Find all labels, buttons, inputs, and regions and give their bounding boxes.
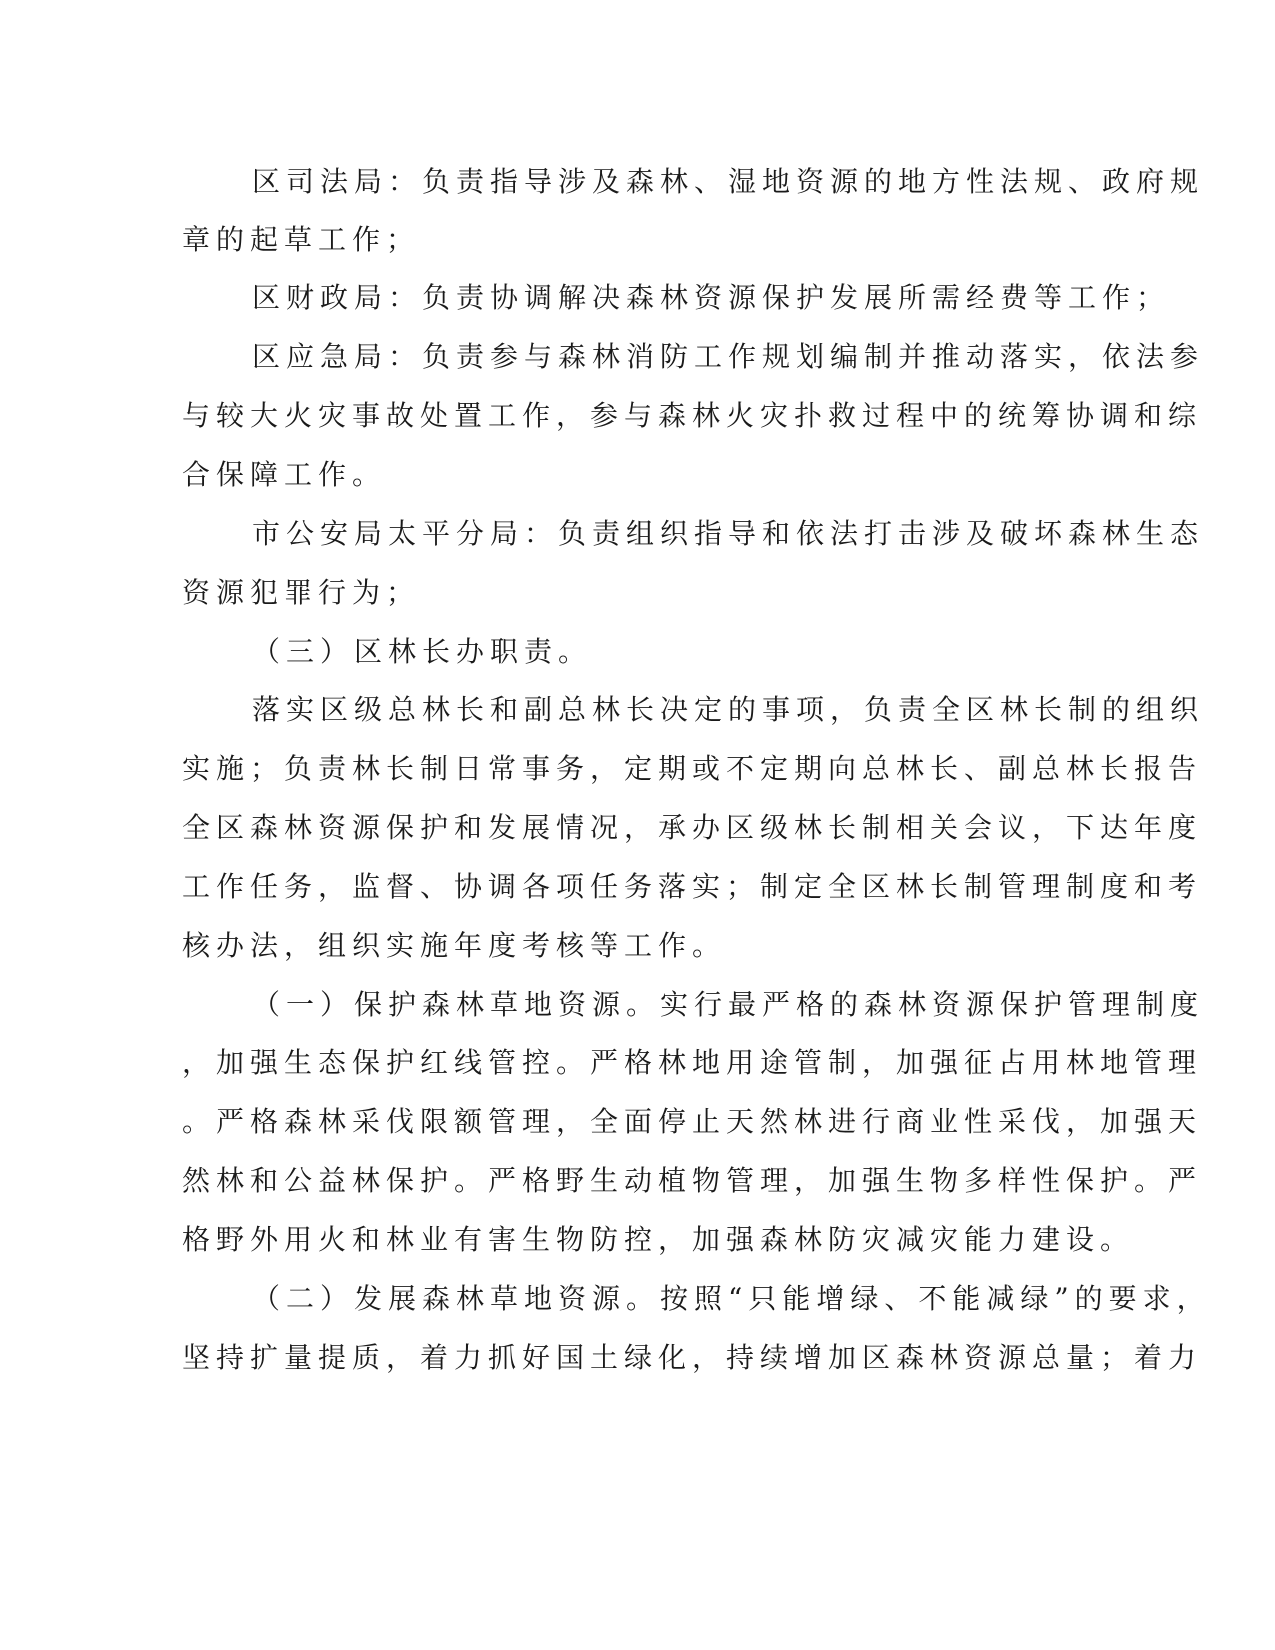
text-line: 区应急局：负责参与森林消防工作规划编制并推动落实，依法参 [252,340,1205,373]
text-line: 区司法局：负责指导涉及森林、湿地资源的地方性法规、政府规 [252,165,1205,198]
text-line: 合保障工作。 [182,458,387,491]
text-line: （一）保护森林草地资源。实行最严格的森林资源保护管理制度 [252,988,1205,1021]
text-line: 全区森林资源保护和发展情况，承办区级林长制相关会议，下达年度 [182,811,1203,844]
text-line: 与较大火灾事故处置工作，参与森林火灾扑救过程中的统筹协调和综 [182,399,1203,432]
text-line: 实施；负责林长制日常事务，定期或不定期向总林长、副总林长报告 [182,752,1203,785]
text-line: 工作任务，监督、协调各项任务落实；制定全区林长制管理制度和考 [182,870,1203,903]
text-line: 坚持扩量提质，着力抓好国土绿化，持续增加区森林资源总量；着力 [182,1341,1203,1374]
text-line: 落实区级总林长和副总林长决定的事项，负责全区林长制的组织 [252,693,1205,726]
text-line: 章的起草工作； [182,223,421,256]
section-heading: （三）区林长办职责。 [252,635,593,668]
text-line: 市公安局太平分局：负责组织指导和依法打击涉及破坏森林生态 [252,517,1205,550]
text-line: 格野外用火和林业有害生物防控，加强森林防灾减灾能力建设。 [182,1223,1135,1256]
text-line: （二）发展森林草地资源。按照“只能增绿、不能减绿”的要求， [252,1282,1211,1315]
text-line: ，加强生态保护红线管控。严格林地用途管制，加强征占用林地管理 [182,1046,1203,1079]
text-line: 区财政局：负责协调解决森林资源保护发展所需经费等工作； [252,281,1171,314]
text-line: 资源犯罪行为； [182,576,421,609]
text-line: 然林和公益林保护。严格野生动植物管理，加强生物多样性保护。严 [182,1164,1203,1197]
text-line: 。严格森林采伐限额管理，全面停止天然林进行商业性采伐，加强天 [182,1105,1203,1138]
text-line: 核办法，组织实施年度考核等工作。 [182,929,727,962]
